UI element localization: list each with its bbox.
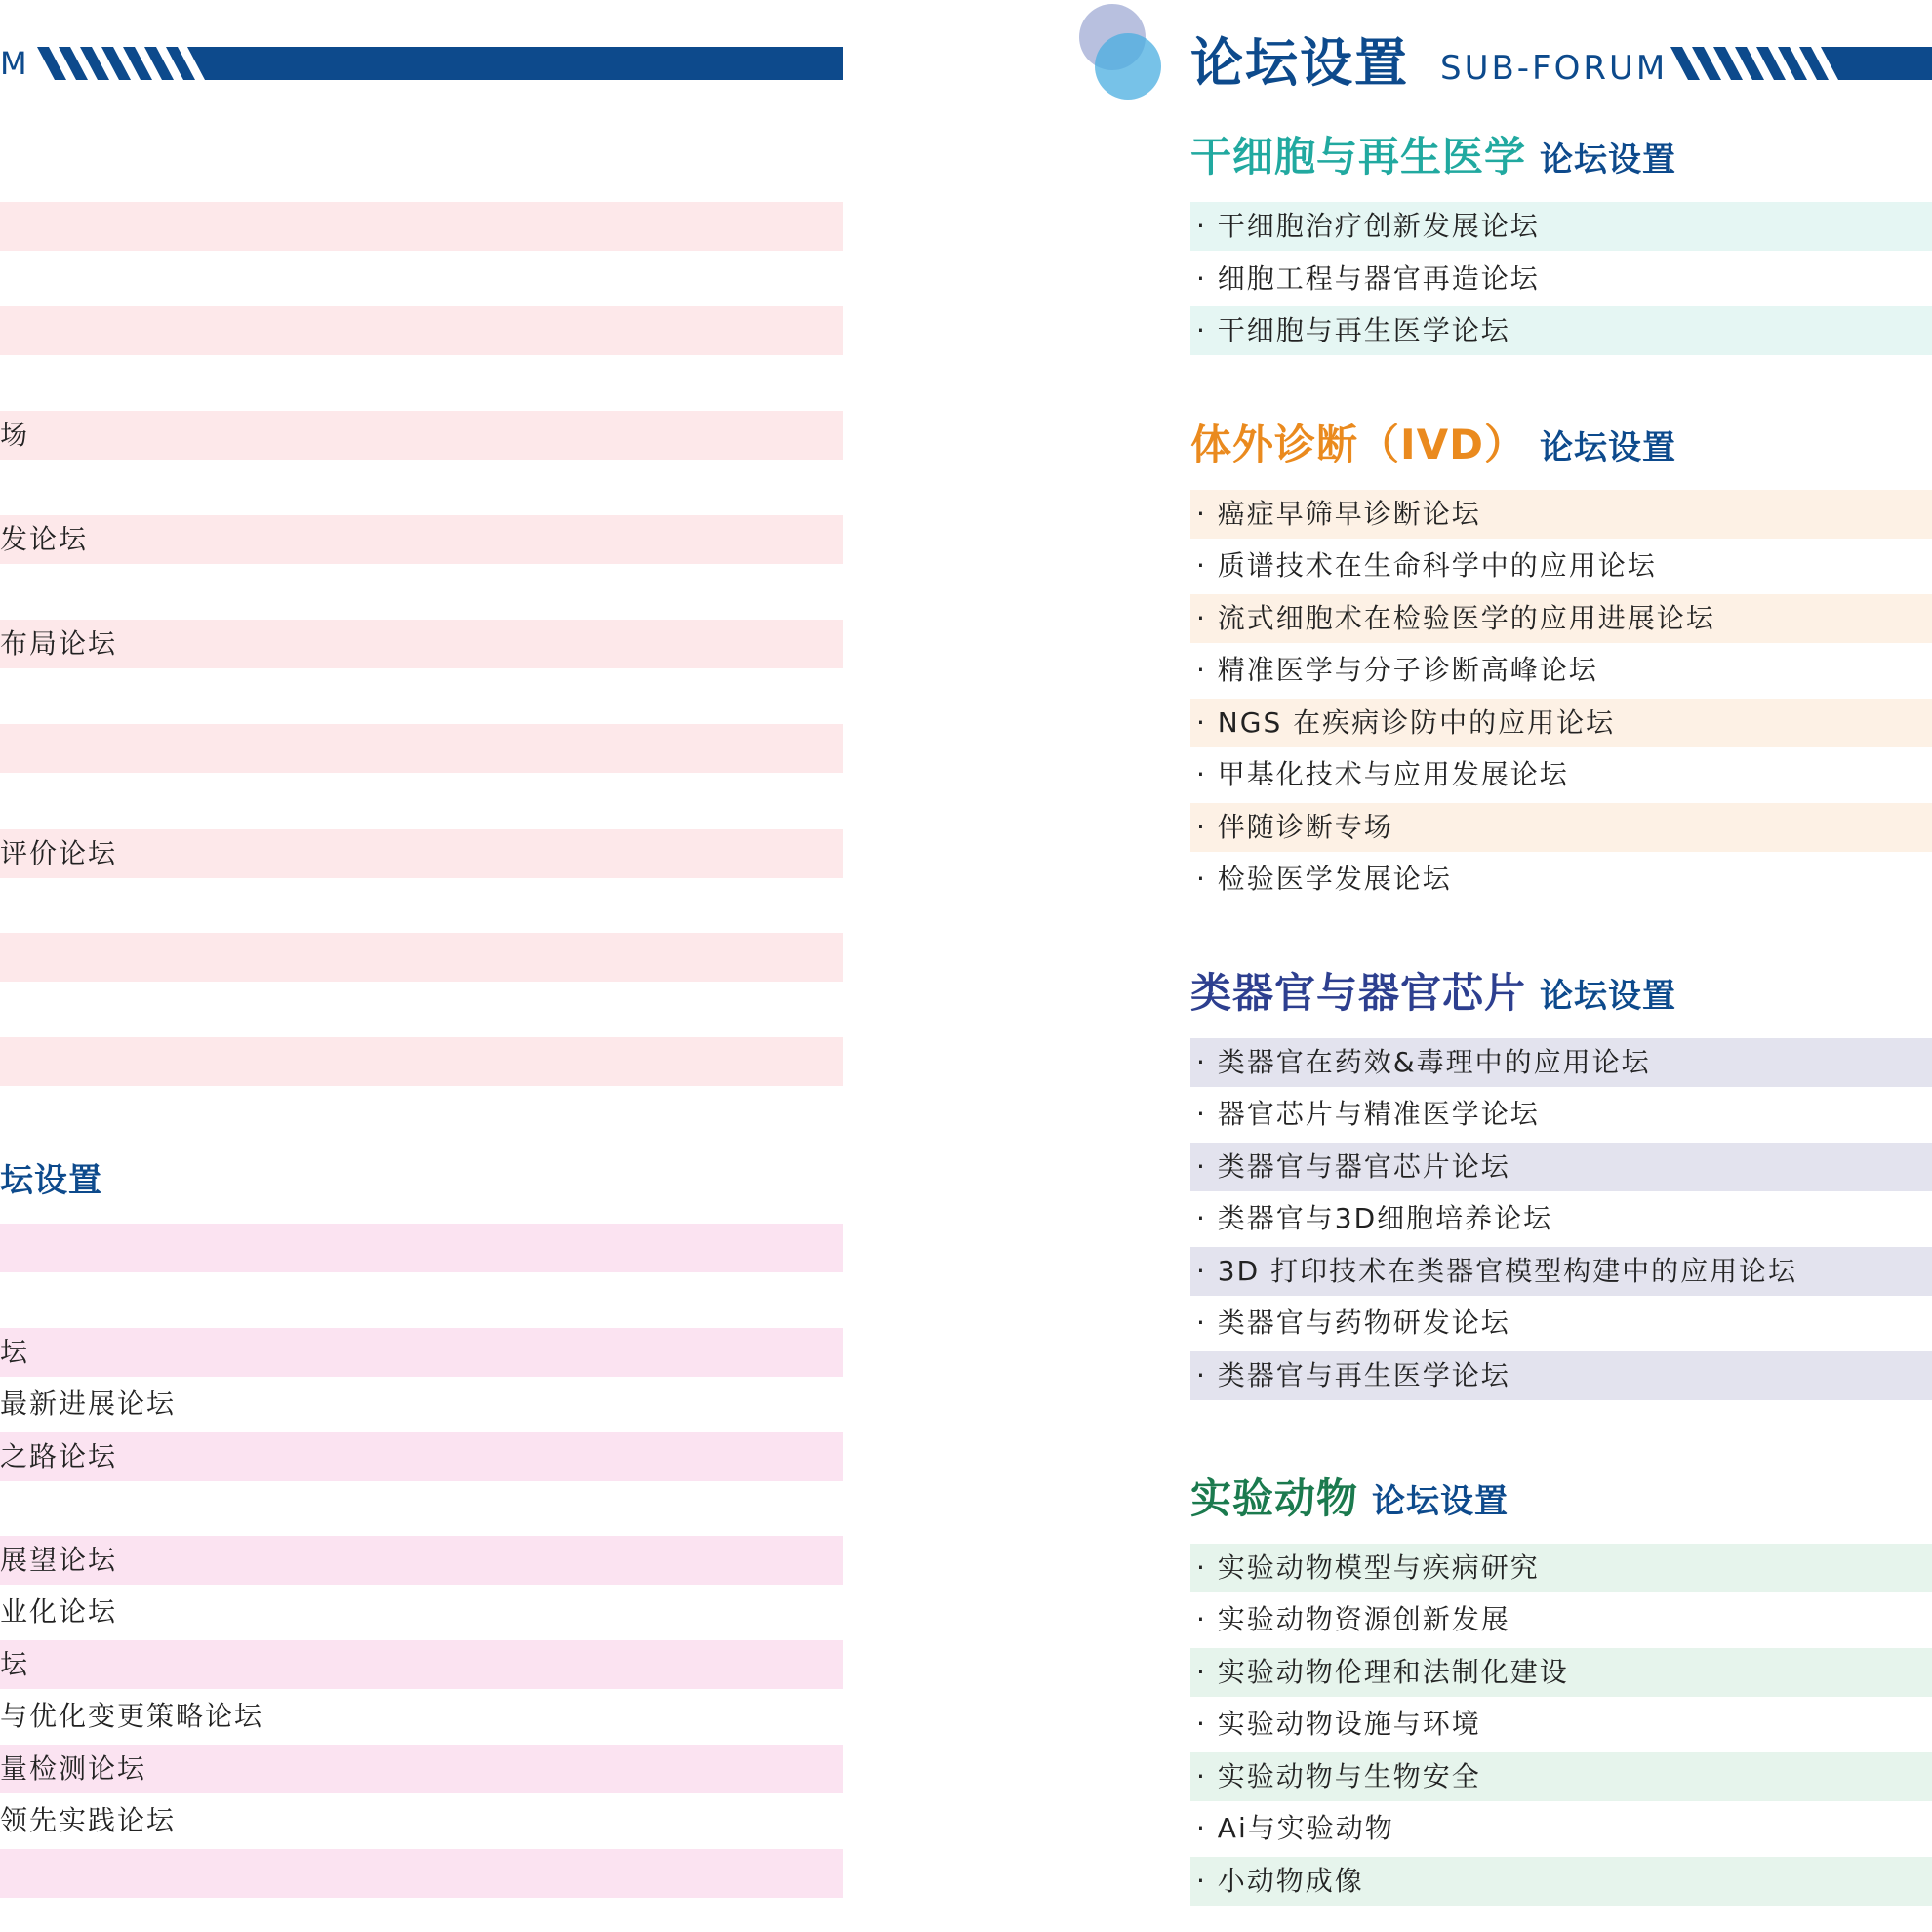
forum-item: · 类器官与药物研发论坛 <box>1196 1307 1510 1339</box>
left-row: 布局论坛 <box>0 620 843 668</box>
forum-item: · 实验动物模型与疾病研究 <box>1190 1544 1932 1592</box>
left-row <box>0 781 843 829</box>
forum-item: · 实验动物伦理和法制化建设 <box>1190 1648 1932 1697</box>
left-row: 发论坛 <box>0 515 843 564</box>
section-heading-text: 实验动物 <box>1190 1474 1359 1522</box>
left-row <box>0 459 843 507</box>
left-header-fragment: M <box>0 45 29 82</box>
section-heading-ivd <box>1190 413 1676 471</box>
forum-item: · 实验动物设施与环境 <box>1196 1708 1481 1740</box>
forum-item: · 伴随诊断专场 <box>1190 803 1932 852</box>
left-row: 之路论坛 <box>0 1432 843 1481</box>
left-row <box>0 986 843 1034</box>
left-row: 坛 <box>0 1328 843 1377</box>
left-row: 最新进展论坛 <box>0 1388 177 1420</box>
forum-item: · 3D 打印技术在类器官模型构建中的应用论坛 <box>1190 1247 1932 1296</box>
left-header-bar <box>230 47 843 80</box>
left-row: 场 <box>0 411 843 460</box>
forum-item: · 甲基化技术与应用发展论坛 <box>1196 758 1569 790</box>
bubble-decoration-icon <box>1077 0 1165 107</box>
left-row <box>0 1849 843 1898</box>
left-row: 与优化变更策略论坛 <box>0 1700 264 1732</box>
section-heading-lab-animals <box>1190 1467 1509 1525</box>
left-row: 坛 <box>0 1640 843 1689</box>
left-row: 量检测论坛 <box>0 1745 843 1793</box>
section-heading-suffix: 论坛设置 <box>1540 977 1677 1016</box>
forum-item: · 质谱技术在生命科学中的应用论坛 <box>1196 549 1657 582</box>
left-row <box>0 306 843 355</box>
left-row <box>0 1037 843 1086</box>
left-row <box>0 1088 843 1137</box>
forum-item: · 小动物成像 <box>1190 1857 1932 1906</box>
forum-item: · 精准医学与分子诊断高峰论坛 <box>1196 654 1598 686</box>
forum-item: · 癌症早筛早诊断论坛 <box>1190 490 1932 539</box>
left-row: 领先实践论坛 <box>0 1804 177 1836</box>
left-row <box>0 202 843 251</box>
forum-item: · 干细胞与再生医学论坛 <box>1190 306 1932 355</box>
page-title: 论坛设置 <box>1190 32 1409 94</box>
forum-item: · 类器官在药效&毒理中的应用论坛 <box>1190 1038 1932 1087</box>
section-heading-text: 类器官与器官芯片 <box>1190 969 1527 1017</box>
left-stripe-decoration <box>37 47 232 80</box>
page-subtitle: SUB-FORUM <box>1440 49 1669 88</box>
section-heading-text: 干细胞与再生医学 <box>1190 133 1527 181</box>
section-heading-stem-cell <box>1190 125 1676 183</box>
forum-item: · 类器官与器官芯片论坛 <box>1190 1143 1932 1191</box>
forum-item: · 细胞工程与器官再造论坛 <box>1196 262 1540 295</box>
forum-item: · Ai与实验动物 <box>1196 1812 1394 1844</box>
forum-item: · NGS 在疾病诊防中的应用论坛 <box>1190 699 1932 747</box>
forum-item: · 类器官与再生医学论坛 <box>1190 1351 1932 1400</box>
section-heading-suffix: 论坛设置 <box>1372 1482 1509 1521</box>
left-row <box>0 933 843 982</box>
left-row: 展望论坛 <box>0 1536 843 1585</box>
left-row <box>0 566 843 615</box>
forum-item: · 流式细胞术在检验医学的应用进展论坛 <box>1190 594 1932 643</box>
left-row: 业化论坛 <box>0 1595 118 1628</box>
left-row <box>0 724 843 773</box>
forum-item: · 干细胞治疗创新发展论坛 <box>1190 202 1932 251</box>
left-row <box>0 1274 843 1323</box>
forum-item: · 实验动物与生物安全 <box>1190 1752 1932 1801</box>
left-row <box>0 1483 843 1532</box>
right-stripe-decoration <box>1670 47 1932 80</box>
forum-item: · 类器官与3D细胞培养论坛 <box>1196 1202 1553 1234</box>
section-heading-text: 体外诊断（IVD） <box>1190 421 1526 468</box>
forum-item: · 器官芯片与精准医学论坛 <box>1196 1098 1540 1130</box>
forum-item: · 实验动物资源创新发展 <box>1196 1603 1510 1635</box>
section-heading-organoid <box>1190 961 1676 1020</box>
left-subheading-fragment: 坛设置 <box>0 1161 102 1200</box>
section-heading-suffix: 论坛设置 <box>1540 428 1676 467</box>
section-heading-suffix: 论坛设置 <box>1540 141 1677 180</box>
left-row: 评价论坛 <box>0 829 843 878</box>
forum-item: · 检验医学发展论坛 <box>1196 863 1452 895</box>
left-row <box>0 1224 843 1272</box>
